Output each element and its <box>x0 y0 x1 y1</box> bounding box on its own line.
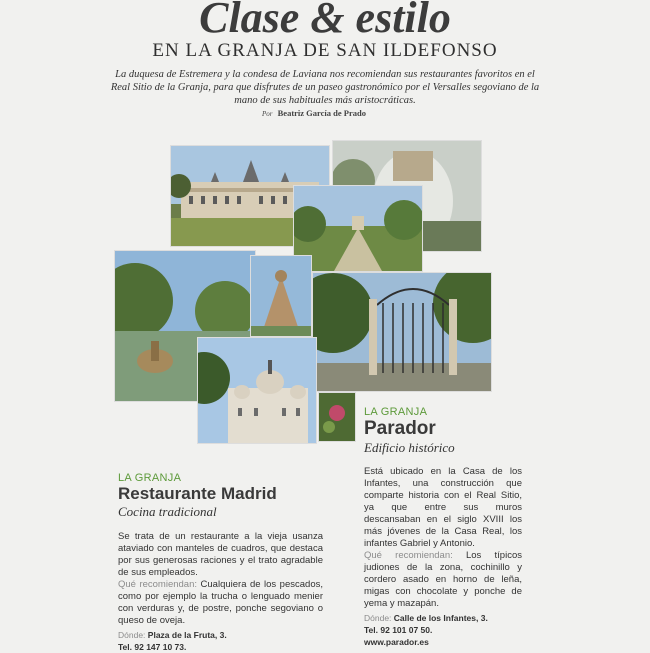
madrid-heading <box>118 472 358 519</box>
madrid-name: Restaurante Madrid <box>118 484 277 503</box>
madrid-recommend-label: Qué recomiendan: <box>118 579 198 590</box>
parador-heading <box>364 406 544 455</box>
parador-address-label: Dónde: <box>364 613 392 623</box>
madrid-phone: Tel. 92 147 10 73. <box>118 642 187 652</box>
article-subtitle: EN LA GRANJA DE SAN ILDEFONSO <box>152 40 498 61</box>
photo-church-domes <box>197 337 317 444</box>
parador-web[interactable]: www.parador.es <box>364 637 429 647</box>
madrid-address: Plaza de la Fruta, 3. <box>147 630 227 640</box>
parador-recommend-label: Qué recomiendan: <box>364 550 453 561</box>
parador-address: Calle de los Infantes, 3. <box>393 613 488 623</box>
photo-flower-detail <box>318 392 356 442</box>
parador-recommend-text: Los típicos judiones de la zona, cochinillo y cordero asado en horno de leña, migas con chocolate y ponche de yema y mazapán. <box>364 550 522 609</box>
photo-iron-gate <box>312 272 492 392</box>
byline-prefix: Por <box>262 110 273 118</box>
madrid-address-label: Dónde: <box>118 630 146 640</box>
madrid-recommend-text: Cualquiera de los pescados, como por ejemplo la trucha o lenguado menier con verduras y, de postre, ponche segoviano o queso de oveja. <box>118 579 323 626</box>
madrid-text <box>118 531 323 653</box>
madrid-recommend <box>118 579 323 627</box>
parador-phone: Tel. 92 101 07 50. <box>364 625 433 635</box>
byline-author: Beatriz García de Prado <box>277 108 366 118</box>
parador-text <box>364 466 522 648</box>
madrid-address-line <box>118 629 323 641</box>
photo-fountain-statue <box>250 255 312 337</box>
article-intro: La duquesa de Estremera y la condesa de Laviana nos recomiendan sus restaurantes favoritos en el Real Sitio de la Granja, para que disfrutes de un paseo gastronómico por el Versalles segoviano de la mano de sus habituales más aristocráticas. <box>110 69 540 106</box>
byline <box>262 108 422 118</box>
madrid-category: Cocina tradicional <box>118 504 217 519</box>
parador-description: Está ubicado en la Casa de los Infantes, una construcción que comparte historia con el Real Sitio, ya que entre sus muros descansaban en el siglo XVIII los más jóvenes de la Casa Real, los infantes Gabriel y Antonio. <box>364 466 522 549</box>
parador-category: Edificio histórico <box>364 440 455 455</box>
article-title: Clase & estilo <box>199 0 451 42</box>
parador-place: LA GRANJA <box>364 406 428 418</box>
photo-garden-avenue <box>293 185 423 272</box>
parador-recommend <box>364 550 522 610</box>
madrid-place: LA GRANJA <box>118 472 182 484</box>
madrid-description: Se trata de un restaurante a la vieja usanza ataviado con manteles de cuadros, que destaca por sus generosas raciones y el trato agradable de sus empleados. <box>118 531 323 578</box>
parador-name: Parador <box>364 418 436 439</box>
parador-address-line <box>364 612 522 624</box>
